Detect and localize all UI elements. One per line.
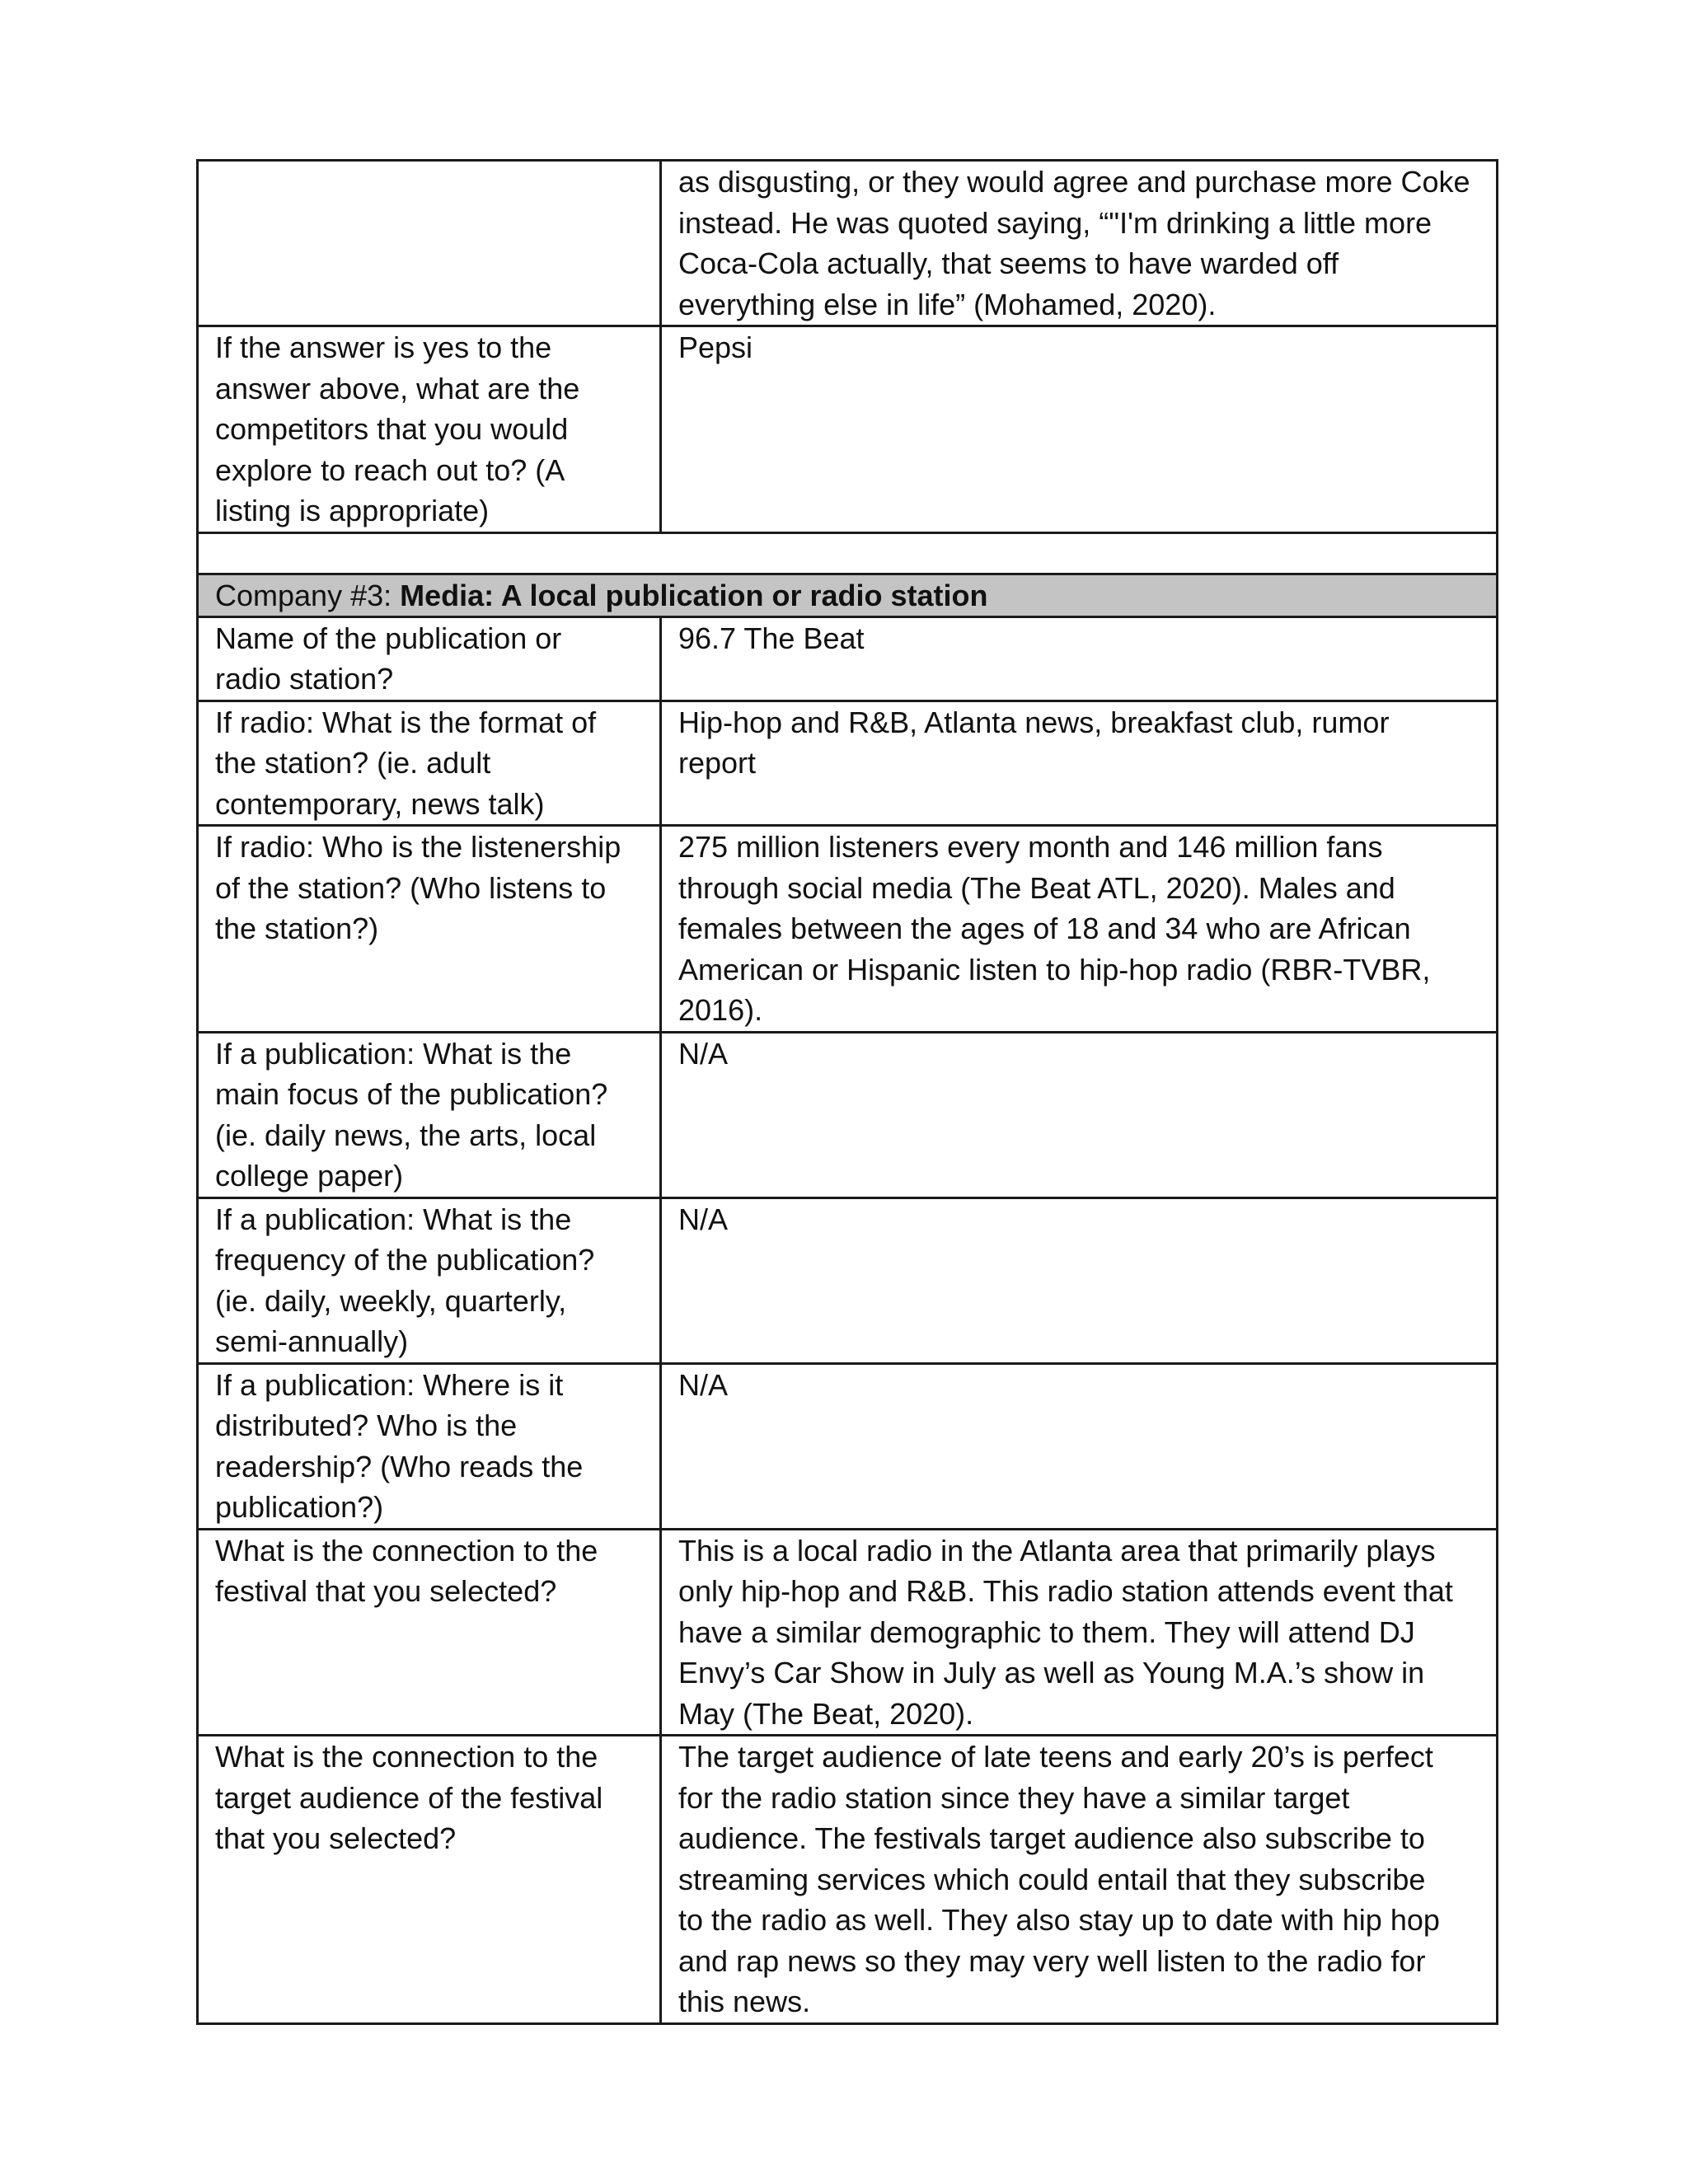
answer-text: 96.7 The Beat [678, 621, 865, 655]
question-text: If a publication: Where is it distributed? Who is the readership? (Who reads the publication?) [215, 1367, 584, 1524]
question-text: If a publication: What is the frequency of the publication? (ie. daily, weekly, quarterly, semi-annually) [215, 1202, 595, 1358]
question-text: Name of the publication or radio station? [215, 621, 562, 696]
question-cell [198, 161, 661, 326]
answer-cell [661, 326, 1498, 533]
document-table [196, 159, 1498, 2025]
answer-text: N/A [678, 1036, 729, 1071]
table-row [198, 1032, 1498, 1197]
table-row [198, 1363, 1498, 1529]
table-row [198, 826, 1498, 1033]
question-cell [198, 826, 661, 1033]
answer-cell [661, 701, 1498, 826]
answer-cell [661, 1529, 1498, 1736]
question-cell [198, 701, 661, 826]
answer-cell [661, 1032, 1498, 1197]
table-row [198, 701, 1498, 826]
answer-text: N/A [678, 1202, 729, 1236]
answer-cell [661, 616, 1498, 701]
answer-text: 275 million listeners every month and 146 million fans through social media (The Beat ATL, 2020). Males and females between the ages of 18 and 34 who are African American or Hispanic listen to hip-hop radio (RBR-TVBR, 2016). [678, 830, 1431, 1027]
spacer-row [198, 532, 1498, 574]
answer-text: This is a local radio in the Atlanta area that primarily plays only hip-hop and R&B. This radio station attends event that have a similar demographic to them. They will attend DJ Envy’s Car Show in July as well as Young M.A.’s show in May (The Beat, 2020). [678, 1533, 1453, 1731]
question-text: What is the connection to the festival that you selected? [215, 1533, 598, 1608]
section-header-cell [198, 574, 1498, 616]
question-cell [198, 1197, 661, 1363]
question-text: If radio: Who is the listenership of the station? (Who listens to the station?) [215, 830, 621, 945]
question-text: If radio: What is the format of the station? (ie. adult contemporary, news talk) [215, 705, 597, 821]
table-row [198, 1529, 1498, 1736]
question-cell [198, 326, 661, 533]
answer-cell [661, 1736, 1498, 2024]
question-text: If the answer is yes to the answer above, what are the competitors that you would explore to reach out to? (A listing is appropriate) [215, 330, 580, 527]
question-text: If a publication: What is the main focus of the publication? (ie. daily news, the arts, local college paper) [215, 1036, 608, 1193]
table-row [198, 161, 1498, 326]
question-cell [198, 1736, 661, 2024]
section-prefix: Company #3: [215, 578, 401, 612]
question-cell [198, 616, 661, 701]
table-row [198, 1197, 1498, 1363]
answer-cell [661, 1197, 1498, 1363]
table-row [198, 616, 1498, 701]
answer-cell [661, 161, 1498, 326]
question-cell [198, 1529, 661, 1736]
answer-cell [661, 1363, 1498, 1529]
table-row [198, 326, 1498, 533]
answer-text: Hip-hop and R&B, Atlanta news, breakfast club, rumor report [678, 705, 1390, 780]
answer-cell [661, 826, 1498, 1033]
section-title: Media: A local publication or radio station [400, 578, 988, 612]
question-text: What is the connection to the target audience of the festival that you selected? [215, 1740, 603, 1855]
answer-text: Pepsi [678, 330, 753, 364]
answer-text: N/A [678, 1367, 729, 1402]
answer-text: as disgusting, or they would agree and purchase more Coke instead. He was quoted saying, “"I'm drinking a little more Coca-Cola actually, that seems to have warded off everything else in life” (Mohamed, 2020). [678, 165, 1470, 321]
spacer-cell [198, 532, 1498, 574]
table-row [198, 1736, 1498, 2024]
question-cell [198, 1032, 661, 1197]
section-header-row [198, 574, 1498, 616]
answer-text: The target audience of late teens and early 20’s is perfect for the radio station since they have a similar target audience. The festivals target audience also subscribe to streaming services which could entail that they subscribe to the radio as well. They also stay up to date with hip hop and rap news so they may very well listen to the radio for this news. [678, 1740, 1440, 2018]
question-cell [198, 1363, 661, 1529]
